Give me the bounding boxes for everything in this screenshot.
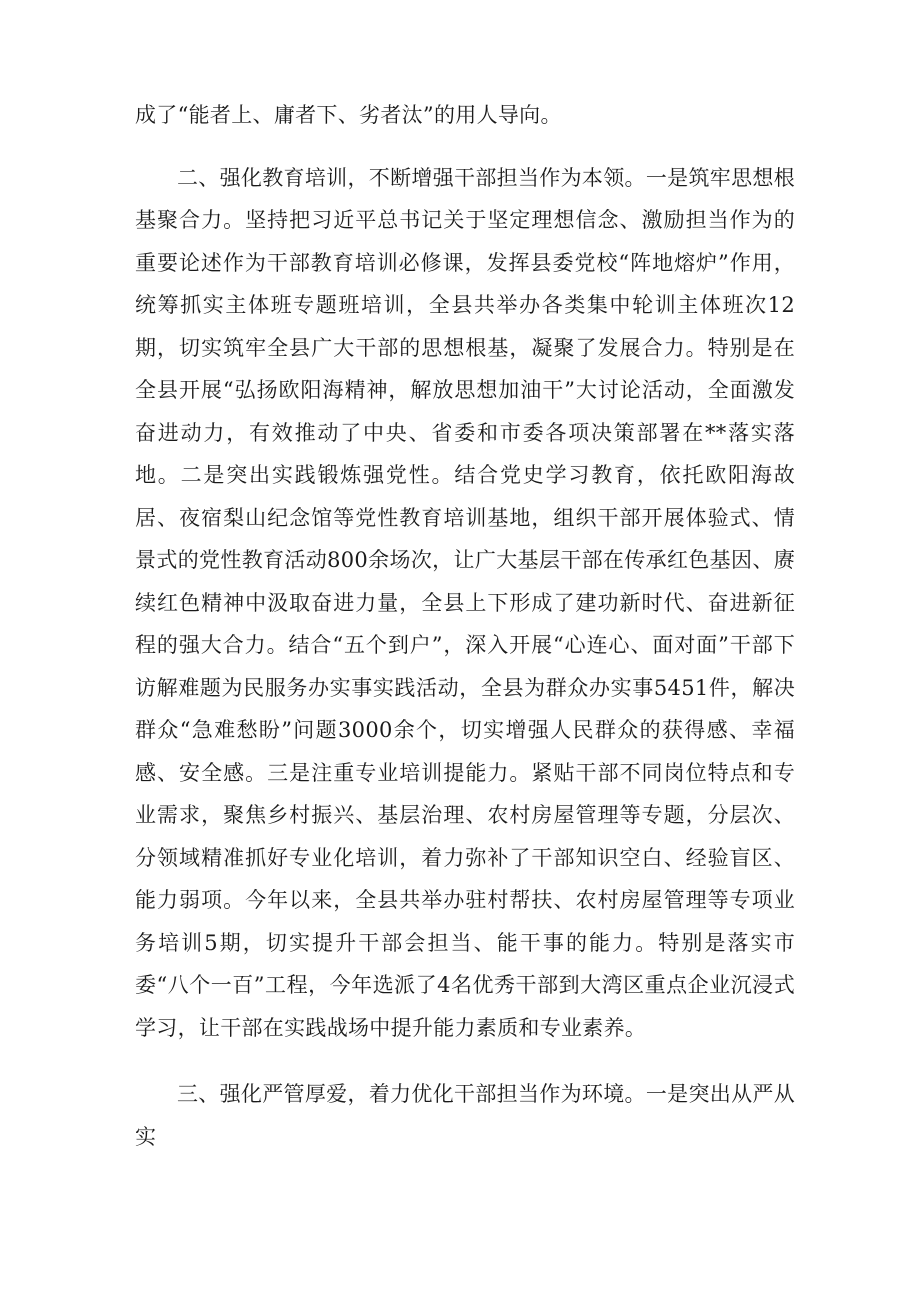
paragraph-spacer — [135, 137, 795, 157]
paragraph-continuation: 成了“能者上、庸者下、劣者汰”的用人导向。 — [135, 103, 562, 127]
paragraph-strict-management: 三、强化严管厚爱，着力优化干部担当作为环境。一是突出从严从实 — [135, 1082, 795, 1149]
paragraph-education-training: 二、强化教育培训，不断增强干部担当作为本领。一是筑牢思想根基聚合力。坚持把习近平总书记关于坚定理想信念、激励担当作为的重要论述作为干部教育培训必修课，发挥县委党校“阵地熔炉”作用，统筹抓实主体班专题班培训，全县共举办各类集中轮训主体班次12期，切实筑牢全县广大干部的思想根基，凝聚了发展合力。特别是在全县开展“弘扬欧阳海精神，解放思想加油干”大讨论活动，全面激发奋进动力，有效推动了中央、省委和市委各项决策部署在**落实落地。二是突出实践锻炼强党性。结合党史学习教育，依托欧阳海故居、夜宿梨山纪念馆等党性教育培训基地，组织干部开展体验式、情景式的党性教育活动800余场次，让广大基层干部在传承红色基因、赓续红色精神中汲取奋进力量，全县上下形成了建功新时代、奋进新征程的强大合力。结合“五个到户”，深入开展“心连心、面对面”干部下访解难题为民服务办实事实践活动，全县为群众办实事5451件，解决群众“急难愁盼”问题3000余个，切实增强人民群众的获得感、幸福感、安全感。三是注重专业培训提能力。紧贴干部不同岗位特点和专业需求，聚焦乡村振兴、基层治理、农村房屋管理等专题，分层次、分领域精准抓好专业化培训，着力弥补了干部知识空白、经验盲区、能力弱项。今年以来，全县共举办驻村帮扶、农村房屋管理等专项业务培训5期，切实提升干部会担当、能干事的能力。特别是落实市委“八个一百”工程，今年选派了4名优秀干部到大湾区重点企业沉浸式学习，让干部在实践战场中提升能力素质和专业素养。 — [135, 165, 795, 1040]
paragraph-spacer — [135, 1049, 795, 1073]
document-body — [135, 94, 795, 1158]
